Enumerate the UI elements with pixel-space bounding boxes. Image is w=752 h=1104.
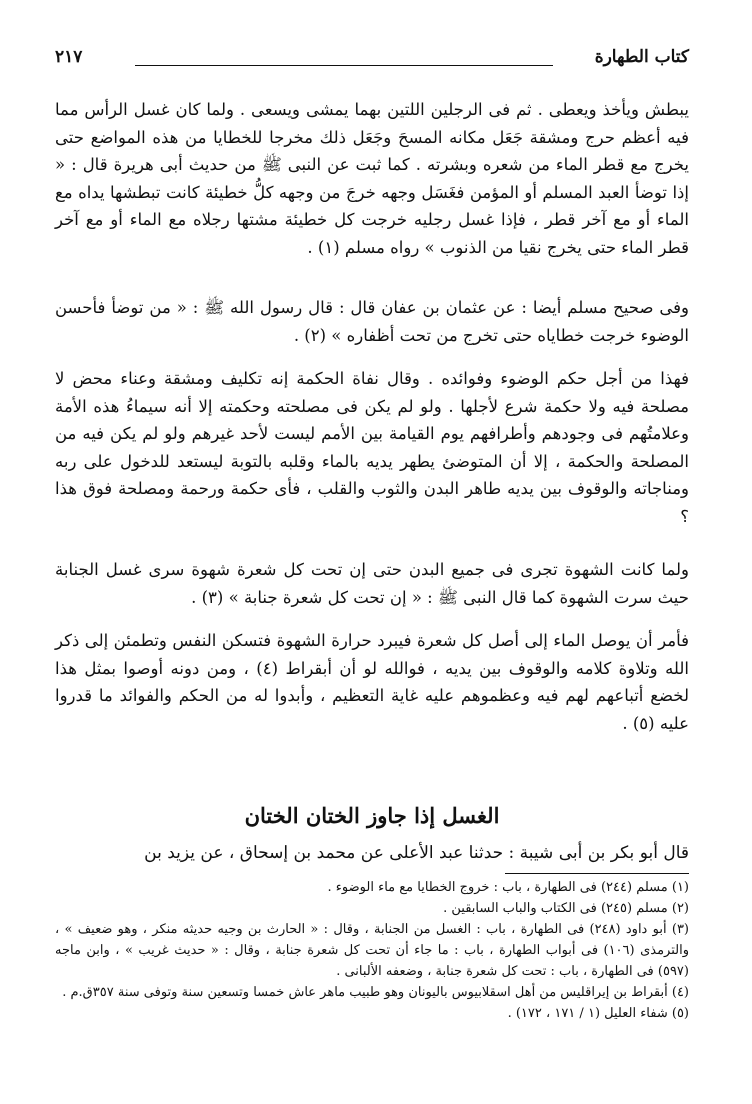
footnote-3: (٣) أبو داود (٢٤٨) فى الطهارة ، باب : الغسل من الجنابة ، وقال : « الحارث بن وجيه حديثه منكر ، وهو ضعيف » ، والترمذى (١٠٦) فى أبواب الطهارة ، باب : ما جاء أن تحت كل شعرة جنابة ، وقال : « حديث غريب » ، وابن ماجه (٥٩٧) فى الطهارة ، باب : تحت كل شعرة جنابة ، وضعفه الألبانى . — [55, 922, 689, 979]
paragraph-2: وفى صحيح مسلم أيضا : عن عثمان بن عفان قال : قال رسول الله ﷺ : « من توضأ فأحسن الوضوء خرجت خطاياه حتى تخرج من تحت أظفاره » (٢) . — [55, 298, 689, 345]
paragraph-4: ولما كانت الشهوة تجرى فى جميع البدن حتى إن تحت كل شعرة شهوة سرى غسل الجنابة حيث سرت الشهوة كما قال النبى ﷺ : « إن تحت كل شعرة جنابة » (٣) . — [55, 560, 689, 607]
header-rule — [135, 65, 553, 66]
page-body — [55, 45, 689, 1021]
paragraph-5: فأمر أن يوصل الماء إلى أصل كل شعرة فيبرد حرارة الشهوة فتسكن النفس وتطمئن إلى ذكر الله وتلاوة كلامه والوقوف بين يديه ، فوالله لو أن أبقراط (٤) ، ومن دونه أوصوا بمثل هذا لخضع أتباعهم لهم فيه وعظموهم عليه غاية التعظيم ، وأبدوا له من الحكم والفوائد ما قدروا عليه (٥) . — [55, 631, 689, 733]
paragraph-1: يبطش ويأخذ ويعطى . ثم فى الرجلين اللتين بهما يمشى ويسعى . ولما كان غسل الرأس مما فيه أعظم حرج ومشقة جَعَل مكانه المسحَ وجَعَل ذلك مخرجا للخطايا من هذه المواضع حتى يخرج مع قطر الماء من شعره وبشرته . كما ثبت عن النبى ﷺ من حديث أبى هريرة قال : « إذا توضأ العبد المسلم أو المؤمن فغَسَل وجهه خرجَ من وجهه كلُّ خطيئة كانت تبطشها يداه مع الماء أو مع آخر قطر ، فإذا غسل رجليه خرجت كل خطيئة مشتها رجلاه مع الماء أو مع آخر قطر الماء حتى يخرج نقيا من الذنوب » رواه مسلم (١) . — [55, 100, 689, 257]
footnote-1: (١) مسلم (٢٤٤) فى الطهارة ، باب : خروج الخطايا مع ماء الوضوء . — [327, 880, 689, 895]
book-title: كتاب الطهارة — [594, 47, 689, 67]
footnote-5: (٥) شفاء العليل (١ / ١٧١ ، ١٧٢) . — [507, 1006, 689, 1021]
section-heading: الغسل إذا جاوز الختان الختان — [244, 803, 500, 828]
page-number: ٢١٧ — [55, 47, 83, 67]
footnote-separator — [505, 873, 689, 874]
section-first-line: قال أبو بكر بن أبى شيبة : حدثنا عبد الأعلى عن محمد بن إسحاق ، عن يزيد بن — [144, 843, 689, 863]
paragraph-3: فهذا من أجل حكم الوضوء وفوائده . وقال نفاة الحكمة إنه تكليف ومشقة وعناء محض لا مصلحة فيه ولا حكمة شرع لأجلها . ولو لم يكن فى مصلحته وحكمته إلا أنه سيماءُ هذه الأمة وعلامتُهم فى وجودهم وأطرافهم يوم القيامة بين الأمم ليست لأحد غيرهم ولو لم يكن فيه من المصلحة والحكمة ، إلا أن المتوضئ يطهر يديه بالماء وقلبه بالتوبة ليستعد للدخول على ربه ومناجاته والوقوف بين يديه طاهر البدن والثوب والقلب ، فأى حكمة ورحمة ومصلحة فوق هذا ؟ — [55, 369, 689, 526]
footnotes — [55, 877, 689, 1024]
footnote-2: (٢) مسلم (٢٤٥) فى الكتاب والباب السابقين . — [443, 901, 689, 916]
running-header — [55, 45, 689, 75]
footnote-4: (٤) أبقراط بن إيراقليس من أهل اسقلابيوس باليونان وهو طبيب ماهر عاش خمسا وتسعين سنة وتوفى سنة ٣٥٧ق.م . — [62, 985, 689, 1000]
